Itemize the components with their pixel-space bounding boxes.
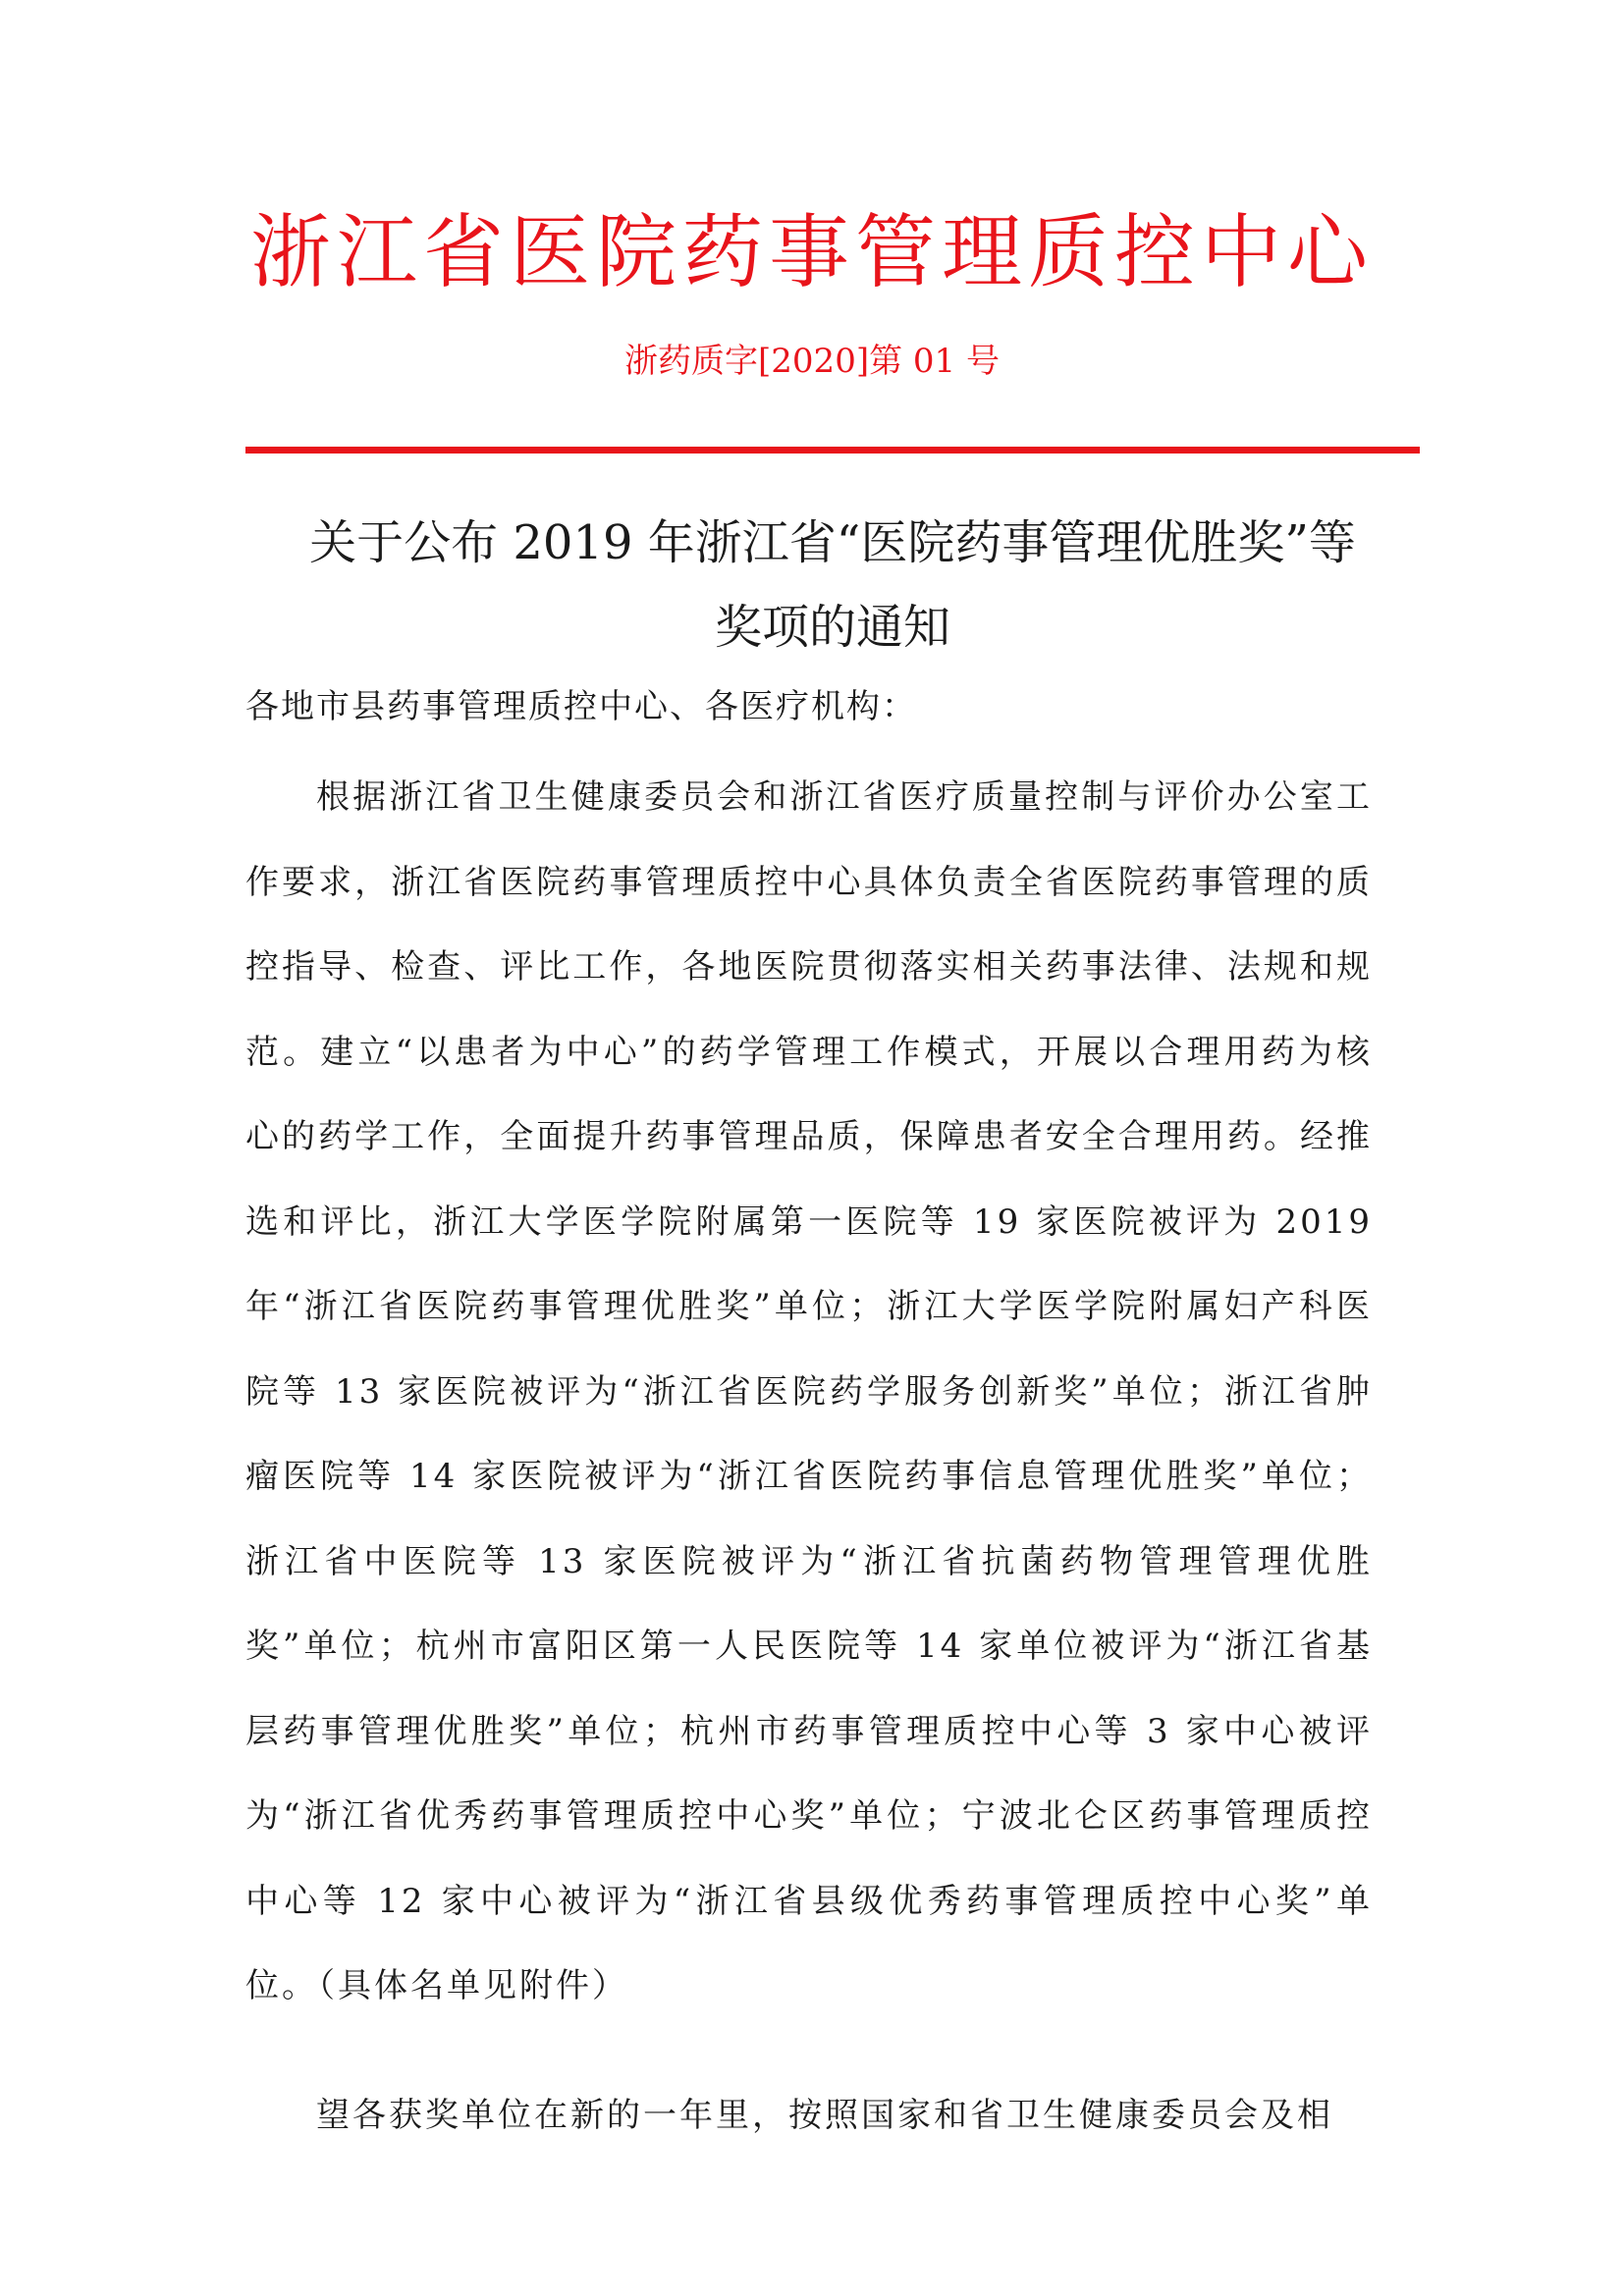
notice-title [245,501,1420,669]
salutation: 各地市县药事管理质控中心、各医疗机构： [245,687,917,726]
body-paragraph-1: 根据浙江省卫生健康委员会和浙江省医疗质量控制与评价办公室工作要求，浙江省医院药事管理质控中心具体负责全省医院药事管理的质控指导、检查、评比工作，各地医院贯彻落实相关药事法律、法规和规范。建立“以患者为中心”的药学管理工作模式，开展以合理用药为核心的药学工作，全面提升药事管理品质，保障患者安全合理用药。经推选和评比，浙江大学医学院附属第一医院等 19 家医院被评为 2019 年“浙江省医院药事管理优胜奖”单位；浙江大学医学院附属妇产科医院等 13 家医院被评为“浙江省医院药学服务创新奖”单位；浙江省肿瘤医院等 14 家医院被评为“浙江省医院药事信息管理优胜奖”单位；浙江省中医院等 13 家医院被评为“浙江省抗菌药物管理管理优胜奖”单位；杭州市富阳区第一人民医院等 14 家单位被评为“浙江省基层药事管理优胜奖”单位；杭州市药事管理质控中心等 3 家中心被评为“浙江省优秀药事管理质控中心奖”单位；宁波北仑区药事管理质控中心等 12 家中心被评为“浙江省县级优秀药事管理质控中心奖”单位。（具体名单见附件） [245,777,1373,2005]
red-divider-line [245,447,1420,454]
document-number: 浙药质字[2020]第 01 号 [624,342,1000,381]
agency-title: 浙江省医院药事管理质控中心 [249,206,1374,299]
notice-title-line-1: 关于公布 2019 年浙江省“医院药事管理优胜奖”等 [309,515,1356,570]
body-paragraph-2: 望各获奖单位在新的一年里，按照国家和省卫生健康委员会及相 [316,2096,1333,2135]
notice-title-line-2: 奖项的通知 [714,600,950,655]
